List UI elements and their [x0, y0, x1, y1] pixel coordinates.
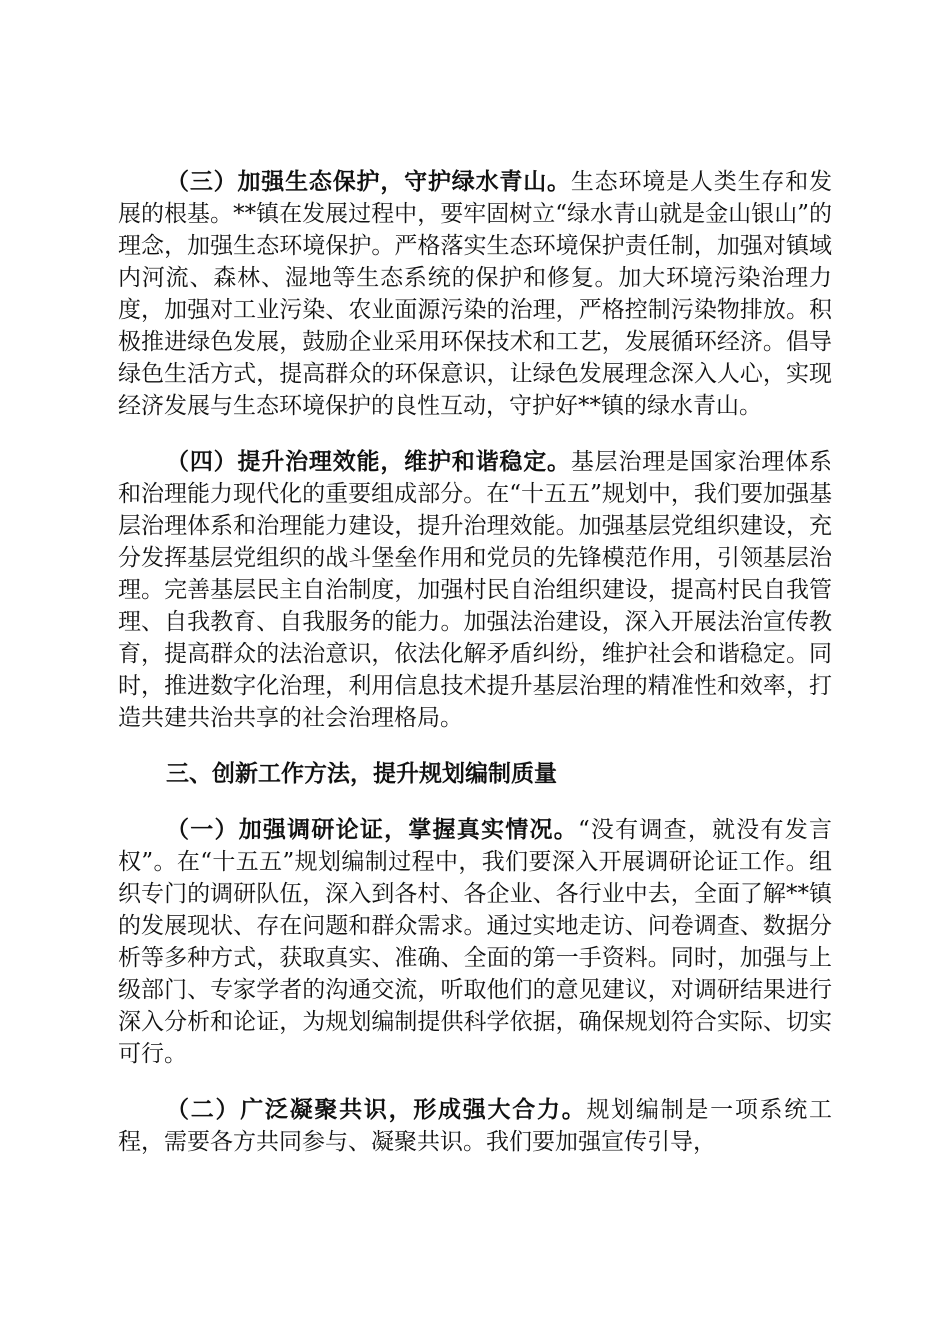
paragraph-body: 基层治理是国家治理体系和治理能力现代化的重要组成部分。在“十五五”规划中，我们要加强基层治理体系和治理能力建设，提升治理效能。加强基层党组织建设，充分发挥基层党组织的战斗堡垒作用和党员的先锋模范作用，引领基层治理。完善基层民主自治制度，加强村民自治组织建设，提高村民自我管理、自我教育、自我服务的能力。加强法治建设，深入开展法治宣传教育，提高群众的法治意识，依法化解矛盾纠纷，维护社会和谐稳定。同时，推进数字化治理，利用信息技术提升基层治理的精准性和效率，打造共建共治共享的社会治理格局。: [118, 449, 833, 731]
paragraph-body: 生态环境是人类生存和发展的根基。**镇在发展过程中，要牢固树立“绿水青山就是金山银山”的理念，加强生态环境保护。严格落实生态环境保护责任制，加强对镇域内河流、森林、湿地等生态系统的保护和修复。加大环境污染治理力度，加强对工业污染、农业面源污染的治理，严格控制污染物排放。积极推进绿色发展，鼓励企业采用环保技术和工艺，发展循环经济。倡导绿色生活方式，提高群众的环保意识，让绿色发展理念深入人心，实现经济发展与生态环境保护的良性互动，守护好**镇的绿水青山。: [118, 169, 833, 419]
paragraph-lead: （二）广泛凝聚共识，形成强大合力。: [166, 1097, 587, 1123]
paragraph-lead: （三）加强生态保护，守护绿水青山。: [166, 169, 571, 195]
paragraph-governance: [118, 446, 832, 734]
paragraph-consensus: [118, 1094, 832, 1158]
document-page: [118, 166, 832, 1182]
paragraph-body: “没有调查，就没有发言权”。在“十五五”规划编制过程中，我们要深入开展调研论证工作。组织专门的调研队伍，深入到各村、各企业、各行业中去，全面了解**镇的发展现状、存在问题和群众需求。通过实地走访、问卷调查、数据分析等多种方式，获取真实、准确、全面的第一手资料。同时，加强与上级部门、专家学者的沟通交流，听取他们的意见建议，对调研结果进行深入分析和论证，为规划编制提供科学依据，确保规划符合实际、切实可行。: [118, 817, 833, 1067]
paragraph-research: [118, 814, 832, 1070]
paragraph-lead: （四）提升治理效能，维护和谐稳定。: [166, 449, 571, 475]
paragraph-ecology: [118, 166, 832, 422]
section-heading: 三、创新工作方法，提升规划编制质量: [166, 761, 557, 787]
paragraph-lead: （一）加强调研论证，掌握真实情况。: [166, 817, 578, 843]
paragraph-body: 规划编制是一项系统工程，需要各方共同参与、凝聚共识。我们要加强宣传引导，: [118, 1097, 833, 1155]
